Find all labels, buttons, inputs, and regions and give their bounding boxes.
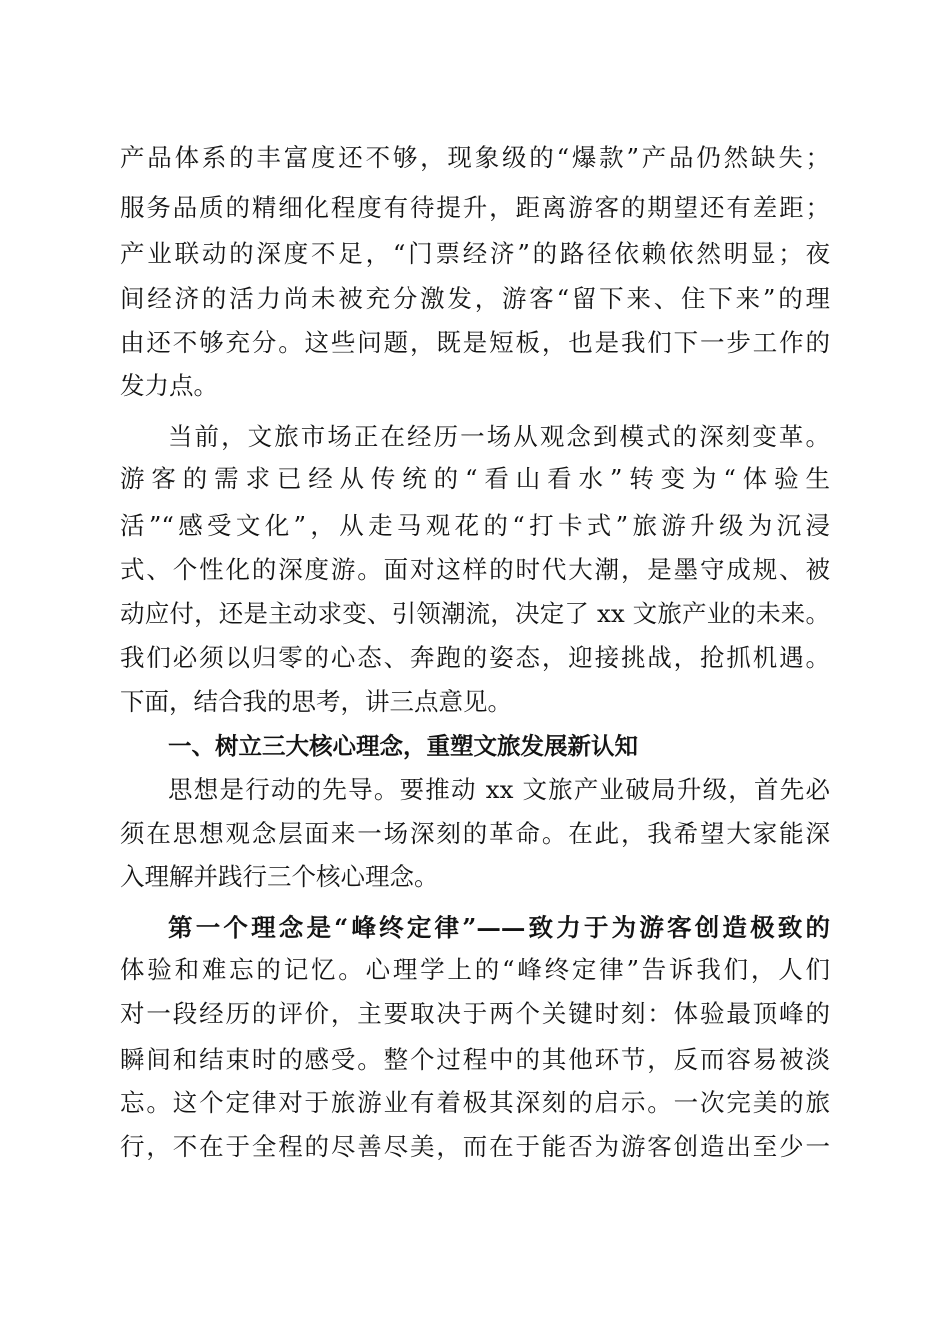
paragraph-line: 行，不在于全程的尽善尽美，而在于能否为游客创造出至少一 [120, 1132, 830, 1161]
paragraph-line: 活”“感受文化”，从走马观花的“打卡式”旅游升级为沉浸 [120, 511, 830, 540]
paragraph-line: 我们必须以归零的心态、奔跑的姿态，迎接挑战，抢抓机遇。 [120, 643, 830, 672]
paragraph-line: 当前，文旅市场正在经历一场从观念到模式的深刻变革。 [168, 422, 830, 451]
paragraph-line: 发力点。 [120, 371, 218, 400]
paragraph-line: 产业联动的深度不足，“门票经济”的路径依赖依然明显；夜 [120, 239, 830, 268]
paragraph-line: 服务品质的精细化程度有待提升，距离游客的期望还有差距； [120, 193, 830, 222]
paragraph-line: 下面，结合我的思考，讲三点意见。 [120, 687, 512, 716]
paragraph-line: 瞬间和结束时的感受。整个过程中的其他环节，反而容易被淡 [120, 1045, 830, 1074]
paragraph-line: 式、个性化的深度游。面对这样的时代大潮，是墨守成规、被 [120, 555, 830, 584]
paragraph-line: 动应付，还是主动求变、引领潮流，决定了 xx 文旅产业的未来。 [120, 599, 830, 628]
paragraph-line: 游客的需求已经从传统的“看山看水”转变为“体验生 [120, 464, 830, 493]
paragraph-line: 入理解并践行三个核心理念。 [120, 862, 439, 891]
paragraph-line: 产品体系的丰富度还不够，现象级的“爆款”产品仍然缺失； [120, 143, 830, 172]
paragraph-line: 由还不够充分。这些问题，既是短板，也是我们下一步工作的 [120, 328, 830, 357]
paragraph-line: 须在思想观念层面来一场深刻的革命。在此，我希望大家能深 [120, 819, 830, 848]
paragraph-line: 体验和难忘的记忆。心理学上的“峰终定律”告诉我们，人们 [120, 955, 830, 984]
paragraph-line: 间经济的活力尚未被充分激发，游客“留下来、住下来”的理 [120, 284, 830, 313]
section-heading: 一、树立三大核心理念，重塑文旅发展新认知 [168, 732, 638, 760]
paragraph-line: 对一段经历的评价，主要取决于两个关键时刻：体验最顶峰的 [120, 999, 830, 1028]
paragraph-line: 第一个理念是“峰终定律”——致力于为游客创造极致的 [168, 913, 830, 942]
paragraph-line: 忘。这个定律对于旅游业有着极其深刻的启示。一次完美的旅 [120, 1088, 830, 1117]
paragraph-line: 思想是行动的先导。要推动 xx 文旅产业破局升级，首先必 [168, 775, 830, 804]
